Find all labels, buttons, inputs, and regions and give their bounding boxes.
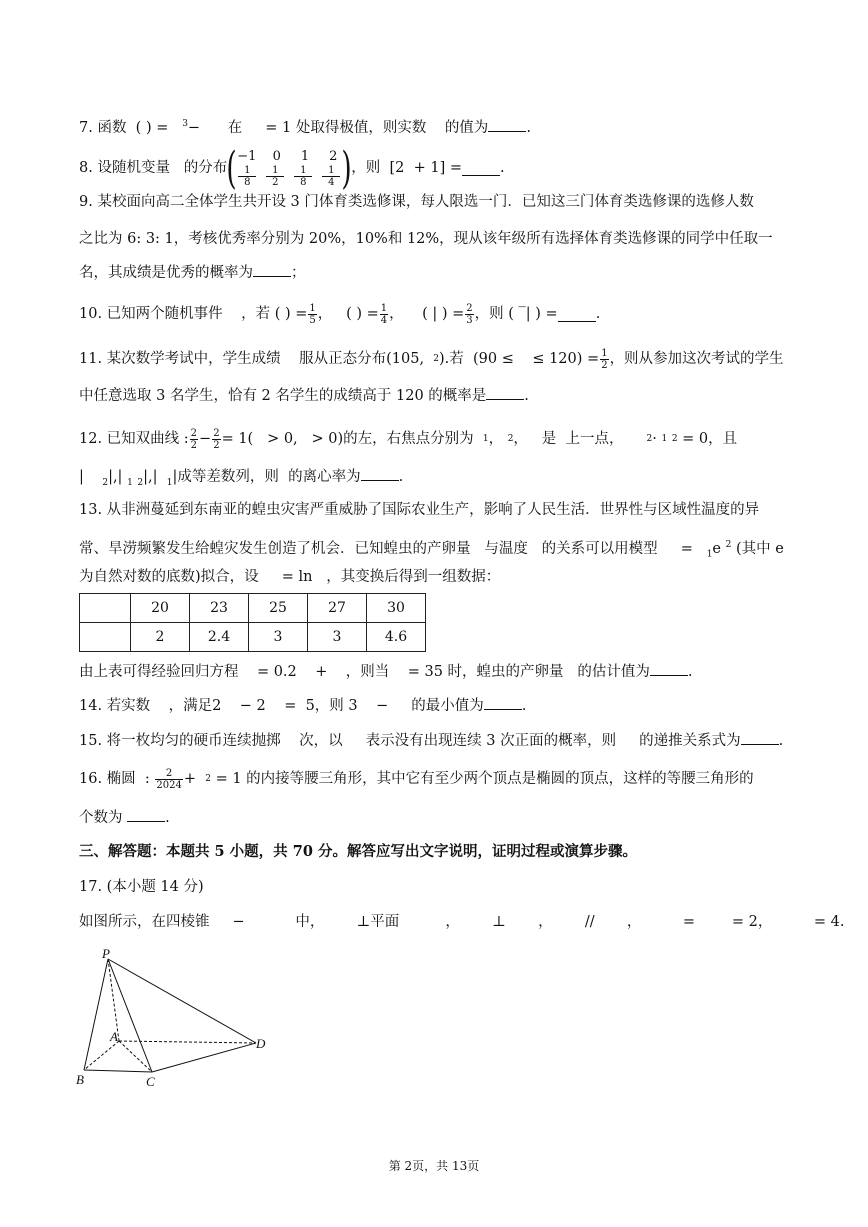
q11-ask: 中任意选取 3 名学生，恰有 2 名学生的成绩高于 120 的概率是 — [79, 388, 487, 404]
q17-perp: ⊥ — [492, 914, 506, 930]
distribution-matrix: ( −1 0 1 2 $\frac{1}{8}$ $\frac{1}{2}$ $\frac{1}{8}$ $\frac{1}{4}$ ) — [226, 142, 352, 194]
frac-den: 5 — [309, 314, 316, 326]
frac-den: 2 — [601, 359, 608, 371]
q11-if: ).若 — [439, 351, 464, 367]
q7-math: ( ) = — [135, 119, 169, 136]
q11-rest: ，则从参加这次考试的学生 — [609, 351, 784, 367]
answer-blank — [650, 661, 688, 676]
frac-den: 2 — [213, 439, 220, 451]
answer-blank — [253, 262, 291, 277]
table-cell: 3 — [249, 623, 308, 652]
q16-plus: + — [183, 771, 196, 787]
q16-colon: : — [144, 771, 150, 787]
matrix-cell: 1 — [300, 148, 310, 164]
q15-ask: 的递推关系式为 — [639, 733, 741, 749]
q13-plus: + — [315, 664, 328, 680]
q7-sup: 3 — [182, 119, 188, 129]
q9-line3 — [79, 262, 306, 283]
page-footer: 第 2页，共 13页 — [388, 1159, 480, 1173]
q7-minus: − — [187, 119, 201, 136]
question-16 — [79, 764, 754, 794]
q14-ask: 的最小值为 — [411, 698, 484, 714]
prob-den: 8 — [244, 176, 251, 188]
answer-blank — [484, 695, 522, 710]
q13-when: ，则当 — [345, 664, 390, 680]
q17-perp-plane: ⊥平面 — [356, 914, 400, 930]
q9-end: ； — [291, 265, 306, 281]
prob-den: 8 — [300, 176, 307, 188]
answer-blank — [486, 385, 524, 400]
q16-sup: 2 — [205, 774, 211, 784]
q10-end: . — [595, 306, 601, 322]
q12-sub: 2 — [646, 434, 653, 444]
table-cell — [80, 594, 131, 623]
table-cell: 30 — [367, 594, 426, 623]
table-cell: 23 — [190, 594, 249, 623]
q12-sub: 1 — [127, 477, 133, 488]
q17-sep: ， — [626, 914, 642, 930]
table-cell — [80, 623, 131, 652]
q17-eq: = — [682, 914, 696, 930]
q7-ask: 的值为 — [444, 119, 489, 136]
q9-line1: 9. 某校面向高二全体学生共开设 3 门体育类选修课，每人限选一门．已知这三门体育类选修课的选修人数 — [79, 194, 754, 210]
matrix-cell: 2 — [329, 148, 338, 164]
q17-intro: 如图所示，在四棱锥 — [79, 914, 210, 930]
q10-text: 10. 已知两个随机事件 — [79, 306, 223, 322]
q12-sep: ， — [513, 431, 528, 447]
q17-minus: − — [232, 914, 245, 930]
label-B: B — [76, 1072, 84, 1087]
data-table — [79, 593, 426, 652]
q17-parallel: // — [584, 914, 595, 930]
table-row — [80, 623, 426, 652]
answer-blank — [127, 807, 165, 822]
q15-end: . — [778, 733, 784, 749]
question-10 — [79, 300, 600, 328]
q12-end: . — [398, 469, 404, 485]
frac-num: 1 — [309, 302, 316, 314]
q10-pab: ( | ) = — [422, 306, 465, 322]
q12-dot: · — [652, 431, 657, 447]
table-row — [80, 594, 426, 623]
q17-text — [79, 912, 844, 932]
q14-minus: − 2 — [239, 698, 266, 714]
table-cell: 27 — [308, 594, 367, 623]
q10-pa: ( ) = — [274, 306, 308, 322]
q10-if: ，若 — [241, 306, 271, 322]
q8-text: 8. 设随机变量 — [79, 160, 170, 176]
q8-expr2: + 1] = — [413, 160, 463, 176]
q16-text: 16. 椭圆 — [79, 771, 136, 787]
q7-at: 在 — [227, 119, 243, 136]
frac-den: 2 — [190, 439, 198, 451]
edge-PD — [108, 959, 256, 1043]
q9-ask: 名，其成绩是优秀的概率为 — [79, 265, 253, 281]
frac-num: 2 — [155, 768, 182, 780]
q17-eq4: = 4. — [813, 914, 845, 930]
frac-num: 1 — [601, 347, 608, 359]
question-11 — [79, 345, 784, 373]
edge-BC — [84, 1070, 152, 1072]
q13-line2 — [79, 535, 784, 565]
q14-text: 14. 若实数 — [79, 698, 151, 714]
pyramid-figure — [74, 945, 274, 1090]
table-cell: 3 — [308, 623, 367, 652]
q13-eq: = — [680, 540, 693, 557]
q12-sub: 1 — [661, 434, 668, 444]
q10-pb: ( ) = — [346, 306, 379, 322]
q12-text: 12. 已知双曲线 — [79, 431, 180, 447]
q13-coef: = 0.2 — [256, 664, 297, 680]
table-cell: 2.4 — [190, 623, 249, 652]
q7-text: 7. 函数 — [79, 119, 127, 136]
label-C: C — [146, 1074, 155, 1089]
q11-normal: 服从正态分布(105, — [299, 351, 425, 367]
table-cell: 25 — [249, 594, 308, 623]
q14-eq: = — [284, 698, 297, 714]
q12-cond1: > 0, — [267, 431, 298, 447]
q17-eq2: = 2， — [731, 914, 773, 930]
q11-end: . — [524, 388, 529, 404]
q11-text: 11. 某次数学考试中，学生成绩 — [79, 351, 281, 367]
frac-num: 2 — [466, 302, 473, 314]
q13-text: 常、旱涝频繁发生给蝗灾发生创造了机会．已知蝗虫的产卵量 — [79, 540, 471, 557]
prob-den: 4 — [328, 176, 335, 188]
question-7 — [79, 114, 531, 138]
table-cell: 20 — [131, 594, 190, 623]
prob-num: 1 — [322, 165, 340, 177]
q7-cond: = 1 处取得极值，则实数 — [265, 119, 427, 136]
q13-line3 — [79, 567, 500, 587]
q12-sub: 1 — [166, 477, 173, 488]
q12-sub: 2 — [671, 434, 678, 444]
q8-end: . — [500, 160, 505, 176]
q17-header: 17. (本小题 14 分) — [79, 879, 204, 895]
q13-note: (其中 e — [735, 540, 784, 557]
q7-end: . — [526, 119, 531, 136]
edge-PC — [108, 959, 152, 1072]
section-heading: 三、解答题：本题共 5 小题，共 70 分。解答应写出文字说明，证明过程或演算步骤。 — [79, 843, 637, 860]
table-cell: 4.6 — [367, 623, 426, 652]
q8-then: ，则 — [351, 160, 381, 176]
q13-e: e — [712, 540, 722, 557]
q12-foci: > 0)的左，右焦点分别为 — [311, 431, 474, 447]
q13-ln: = ln — [281, 569, 313, 585]
q12-bar: |,| — [108, 469, 123, 485]
q14-then: 5，则 3 — [305, 698, 358, 714]
matrix-cell: −1 — [237, 148, 257, 164]
q13-sub: 1 — [706, 549, 713, 560]
q10-then: ，则 — [474, 306, 504, 322]
q13-temp: 与温度 — [484, 540, 528, 557]
question-14 — [79, 695, 526, 716]
edge-AD — [119, 1041, 256, 1043]
table-cell: 2 — [131, 623, 190, 652]
q17-in: 中， — [295, 914, 325, 930]
q11-prob: (90 ≤ — [473, 351, 514, 367]
q13-sup: 2 — [725, 540, 732, 550]
q10-ask: ( ‾| ) = — [508, 306, 558, 322]
q16-line2 — [79, 807, 170, 828]
question-12 — [79, 425, 737, 453]
q14-cond: ，满足2 — [168, 698, 222, 714]
question-15 — [79, 730, 783, 751]
q13-ask: 的估计值为 — [577, 664, 650, 680]
q12-arith: |成等差数列，则 — [172, 469, 279, 485]
answer-blank — [361, 466, 399, 481]
question-8 — [79, 142, 505, 194]
q10-sep: ， — [317, 306, 333, 322]
q13-data: ，其变换后得到一组数据： — [326, 569, 501, 585]
q15-text: 15. 将一枚均匀的硬币连续抛掷 — [79, 733, 281, 749]
prob-num: 1 — [294, 165, 312, 177]
edge-AC — [119, 1041, 152, 1072]
q12-sub: 2 — [507, 434, 514, 444]
q13-end: . — [687, 664, 693, 680]
label-P: P — [102, 946, 110, 961]
q13-x35: = 35 时，蝗虫的产卵量 — [407, 664, 564, 680]
q12-point: 上一点， — [565, 431, 624, 447]
q12-zero: = 0，且 — [682, 431, 738, 447]
label-D: D — [256, 1036, 266, 1051]
q14-end: . — [521, 698, 527, 714]
q16-rest: = 1 的内接等腰三角形，其中它有至少两个顶点是椭圆的顶点，这样的等腰三角形的 — [215, 771, 754, 787]
q12-sep: ， — [488, 431, 504, 447]
q9-line2: 之比为 6: 3: 1，考核优秀率分别为 20%，10%和 12%，现从该年级所有选择体育类选修课的同学中任取一 — [79, 231, 773, 247]
edge-CD — [152, 1043, 256, 1072]
answer-blank — [741, 730, 779, 745]
frac-num: 2 — [190, 427, 198, 439]
prob-num: 1 — [238, 165, 256, 177]
frac-den: 2024 — [156, 779, 182, 791]
q12-minus: − — [199, 431, 212, 447]
q8-dist: 的分布 — [183, 160, 228, 176]
q11-line2 — [79, 385, 529, 406]
q16-end: . — [165, 810, 170, 826]
q13-line1: 13. 从非洲蔓延到东南亚的蝗虫灾害严重威胁了国际农业生产，影响了人民生活．世界性与区域性温度的异 — [79, 502, 760, 518]
q11-prob2: ≤ 120) = — [532, 351, 600, 367]
q12-colon: : — [183, 431, 189, 447]
q12-sub: 2 — [102, 477, 109, 488]
answer-blank — [488, 117, 526, 132]
q10-sep2: ， — [389, 306, 404, 322]
q14-minus2: − — [376, 698, 389, 714]
q12-eq: = 1( — [221, 431, 254, 447]
q12-line2 — [79, 466, 403, 493]
q12-bar: | — [79, 469, 84, 485]
q12-sub: 2 — [137, 477, 144, 488]
frac-num: 1 — [380, 302, 388, 314]
answer-blank — [462, 161, 500, 176]
frac-den: 3 — [466, 314, 473, 326]
prob-den: 2 — [272, 176, 279, 188]
q13-reg: 由上表可得经验回归方程 — [79, 664, 239, 680]
q12-is: 是 — [541, 431, 557, 447]
prob-num: 1 — [266, 165, 284, 177]
q12-ask: 的离心率为 — [288, 469, 361, 485]
q12-sub: 1 — [482, 434, 489, 444]
q13-line4 — [79, 661, 693, 682]
frac-num: 2 — [213, 427, 220, 439]
q17-sep: ， — [445, 914, 460, 930]
q16-ask: 个数为 — [79, 810, 123, 826]
q12-bar: |,| — [143, 469, 158, 485]
q15-def: 表示没有出现连续 3 次正面的概率，则 — [365, 733, 617, 749]
edge-PB — [84, 959, 108, 1070]
q8-expr: [2 — [389, 160, 405, 176]
q11-sup: 2 — [433, 354, 440, 364]
q13-model: 的关系可以用模型 — [541, 540, 658, 557]
q17-sep: ， — [538, 914, 553, 930]
label-A: A — [110, 1029, 118, 1044]
q15-times: 次，以 — [299, 733, 343, 749]
q13-text3: 为自然对数的底数)拟合，设 — [79, 569, 259, 585]
answer-blank — [558, 307, 596, 322]
frac-den: 4 — [380, 314, 388, 326]
matrix-cell: 0 — [272, 148, 281, 164]
